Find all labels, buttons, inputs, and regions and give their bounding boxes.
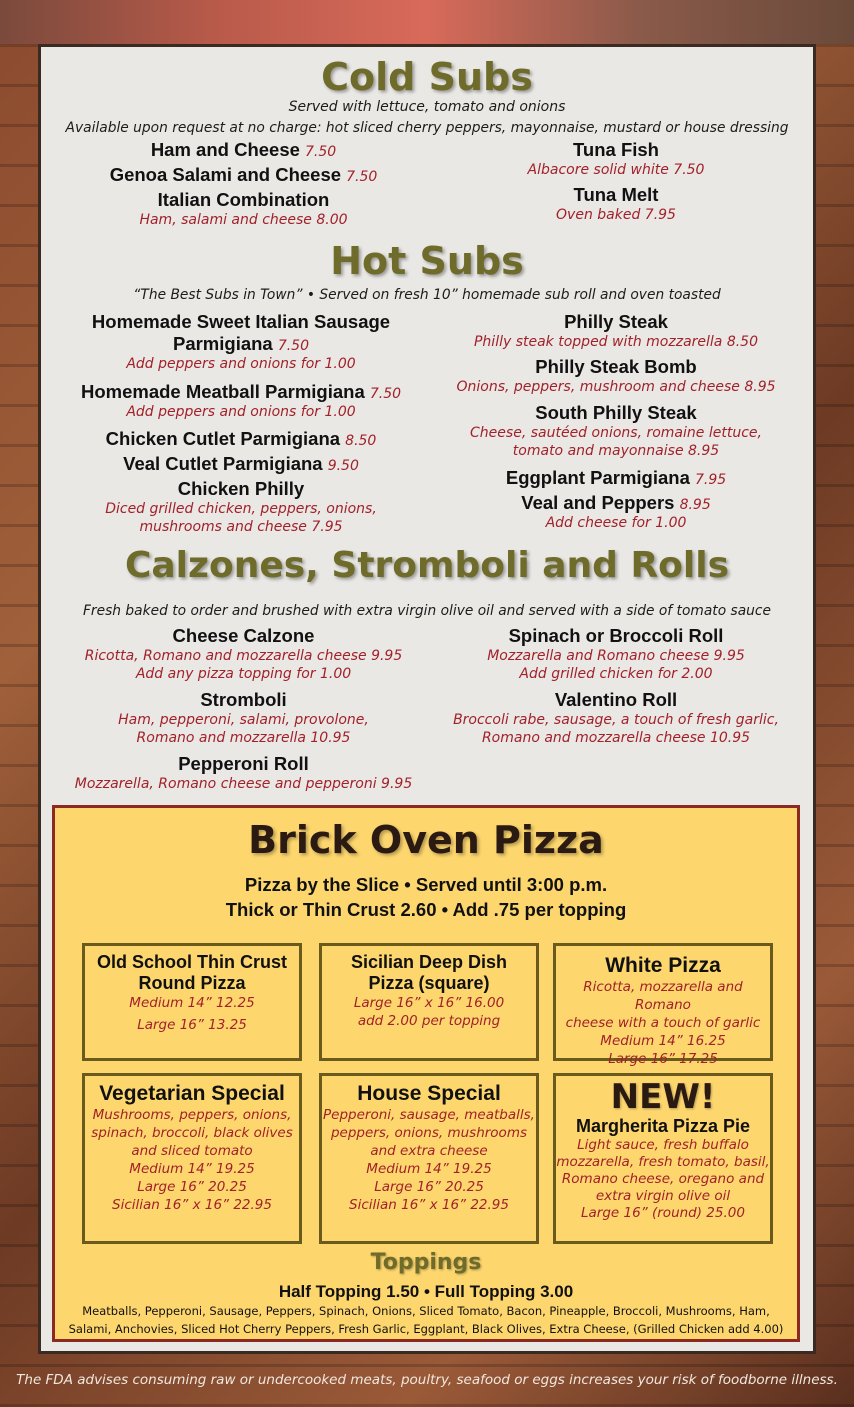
menu-item: Cheese Calzone Ricotta, Romano and mozzarella cheese 9.95 Add any pizza topping for 1.00 xyxy=(84,625,403,682)
menu-item: Eggplant Parmigiana 7.95 xyxy=(505,467,727,488)
pizza-box-old-school: Old School Thin Crust Round Pizza Medium 14” 12.25 Large 16” 13.25 xyxy=(82,943,302,1061)
menu-item: Stromboli Ham, pepperoni, salami, provolone, Romano and mozzarella 10.95 xyxy=(118,689,369,746)
menu-item: Pepperoni Roll Mozzarella, Romano cheese and pepperoni 9.95 xyxy=(74,753,413,792)
menu-item: Tuna Melt Oven baked 7.95 xyxy=(556,184,676,223)
pizza-title: Brick Oven Pizza xyxy=(248,818,604,862)
menu-item: South Philly Steak Cheese, sautéed onions, romaine lettuce, tomato and mayonnaise 8.95 xyxy=(470,402,762,459)
cold-subs-note: Available upon request at no charge: hot sliced cherry peppers, mayonnaise, mustard or house dressing xyxy=(65,120,789,136)
cold-subs-title: Cold Subs xyxy=(321,55,533,99)
pizza-box-margherita: NEW! Margherita Pizza Pie Light sauce, fresh buffalo mozzarella, fresh tomato, basil, Romano cheese, oregano and extra virgin olive oil Large 16” (round) 25.00 xyxy=(553,1073,773,1244)
fda-notice: The FDA advises consuming raw or undercooked meats, poultry, seafood or eggs increases your risk of foodborne illness. xyxy=(16,1372,838,1388)
menu-item: Veal and Peppers 8.95 Add cheese for 1.00 xyxy=(521,492,711,531)
pizza-crust-line: Thick or Thin Crust 2.60 • Add .75 per topping xyxy=(225,899,627,920)
menu-item: Chicken Cutlet Parmigiana 8.50 xyxy=(105,428,377,449)
new-badge: NEW! xyxy=(610,1077,716,1117)
pizza-slice-line: Pizza by the Slice • Served until 3:00 p.m. xyxy=(244,874,608,895)
pizza-box-house: House Special Pepperoni, sausage, meatballs, peppers, onions, mushrooms and extra cheese Medium 14” 19.25 Large 16” 20.25 Sicilian 16” x 16” 22.95 xyxy=(319,1073,539,1244)
hot-subs-subtitle: “The Best Subs in Town” • Served on fresh 10” homemade sub roll and oven toasted xyxy=(133,287,721,303)
menu-item: Tuna Fish Albacore solid white 7.50 xyxy=(527,139,705,178)
toppings-title: Toppings xyxy=(370,1250,482,1275)
toppings-list-1: Meatballs, Pepperoni, Sausage, Peppers, Spinach, Onions, Sliced Tomato, Bacon, Pineapple, Broccoli, Mushrooms, Ham, xyxy=(82,1304,770,1318)
calzones-title: Calzones, Stromboli and Rolls xyxy=(124,545,730,586)
hot-subs-title: Hot Subs xyxy=(330,239,524,283)
calzones-subtitle: Fresh baked to order and brushed with extra virgin olive oil and served with a side of tomato sauce xyxy=(82,603,771,619)
brick-wall-header xyxy=(0,0,854,44)
menu-item: Philly Steak Bomb Onions, peppers, mushroom and cheese 8.95 xyxy=(456,356,776,395)
menu-item: Veal Cutlet Parmigiana 9.50 xyxy=(123,453,359,474)
toppings-list-2: Salami, Anchovies, Sliced Hot Cherry Peppers, Fresh Garlic, Eggplant, Black Olives, Extra Cheese, (Grilled Chicken add 4.00) xyxy=(68,1322,784,1336)
menu-item: Homemade Meatball Parmigiana 7.50 Add peppers and onions for 1.00 xyxy=(80,381,402,420)
cold-subs-subtitle: Served with lettuce, tomato and onions xyxy=(288,99,566,115)
menu-item: Genoa Salami and Cheese 7.50 xyxy=(109,164,378,185)
pizza-section xyxy=(52,805,800,1342)
pizza-box-vegetarian: Vegetarian Special Mushrooms, peppers, onions, spinach, broccoli, black olives and sliced tomato Medium 14” 19.25 Large 16” 20.25 Sicilian 16” x 16” 22.95 xyxy=(82,1073,302,1244)
pizza-box-sicilian: Sicilian Deep Dish Pizza (square) Large 16” x 16” 16.00 add 2.00 per topping xyxy=(319,943,539,1061)
menu-item: Italian Combination Ham, salami and cheese 8.00 xyxy=(139,189,348,228)
menu-item: Spinach or Broccoli Roll Mozzarella and Romano cheese 9.95 Add grilled chicken for 2.00 xyxy=(487,625,745,682)
toppings-prices: Half Topping 1.50 • Full Topping 3.00 xyxy=(278,1282,574,1301)
menu-item: Chicken Philly Diced grilled chicken, peppers, onions, mushrooms and cheese 7.95 xyxy=(105,478,377,535)
menu-item: Ham and Cheese 7.50 xyxy=(150,139,337,160)
menu-item: Philly Steak Philly steak topped with mozzarella 8.50 xyxy=(473,311,758,350)
menu-item: Valentino Roll Broccoli rabe, sausage, a touch of fresh garlic, Romano and mozzarella cheese 10.95 xyxy=(453,689,779,746)
pizza-box-white: White Pizza Ricotta, mozzarella and Romano cheese with a touch of garlic Medium 14” 16.25 Large 16” 17.25 xyxy=(553,943,773,1061)
menu-item: Homemade Sweet Italian Sausage Parmigiana 7.50 Add peppers and onions for 1.00 xyxy=(91,311,391,372)
